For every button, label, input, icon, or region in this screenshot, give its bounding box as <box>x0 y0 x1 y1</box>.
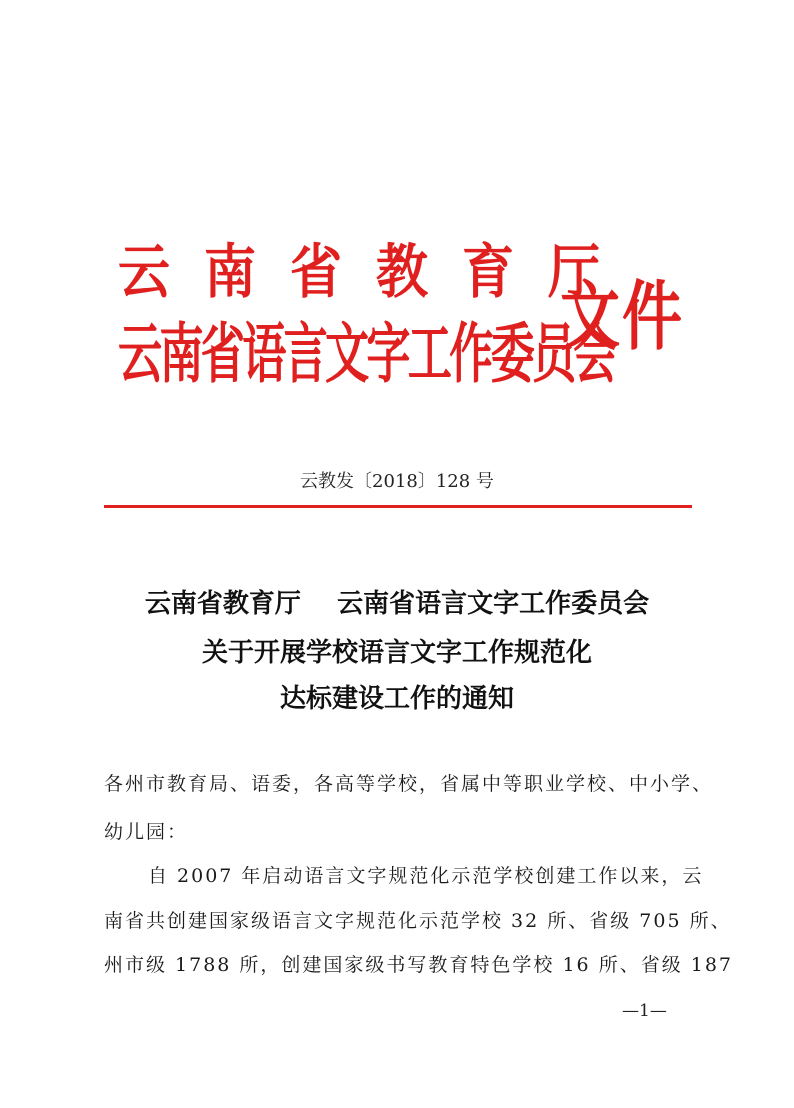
addressee-line-1: 各州市教育局、语委，各高等学校，省属中等职业学校、中小学、 <box>104 773 714 795</box>
title-line-1: 云南省教育厅 云南省语言文字工作委员会 <box>144 589 650 619</box>
issuer-line-education-department: 云南省教育厅 <box>118 238 635 307</box>
red-separator-rule <box>104 505 692 508</box>
paragraph-line-2: 南省共创建国家级语言文字规范化示范学校 32 所、省级 705 所、 <box>104 910 732 932</box>
page-number: —1— <box>622 1001 667 1021</box>
paragraph-line-3: 州市级 1788 所，创建国家级书写教育特色学校 16 所、省级 187 <box>104 954 733 976</box>
addressee-line-2: 幼儿园： <box>104 821 189 843</box>
document-number: 云教发〔2018〕128 号 <box>300 471 494 492</box>
title-line-3: 达标建设工作的通知 <box>279 684 514 714</box>
title-line-2: 关于开展学校语言文字工作规范化 <box>201 638 592 668</box>
document-word: 文件 <box>560 273 684 362</box>
issuer-line-language-committee: 云南省语言文字工作委员会 <box>118 316 615 393</box>
paragraph-line-1: 自 2007 年启动语言文字规范化示范学校创建工作以来，云 <box>148 865 704 887</box>
